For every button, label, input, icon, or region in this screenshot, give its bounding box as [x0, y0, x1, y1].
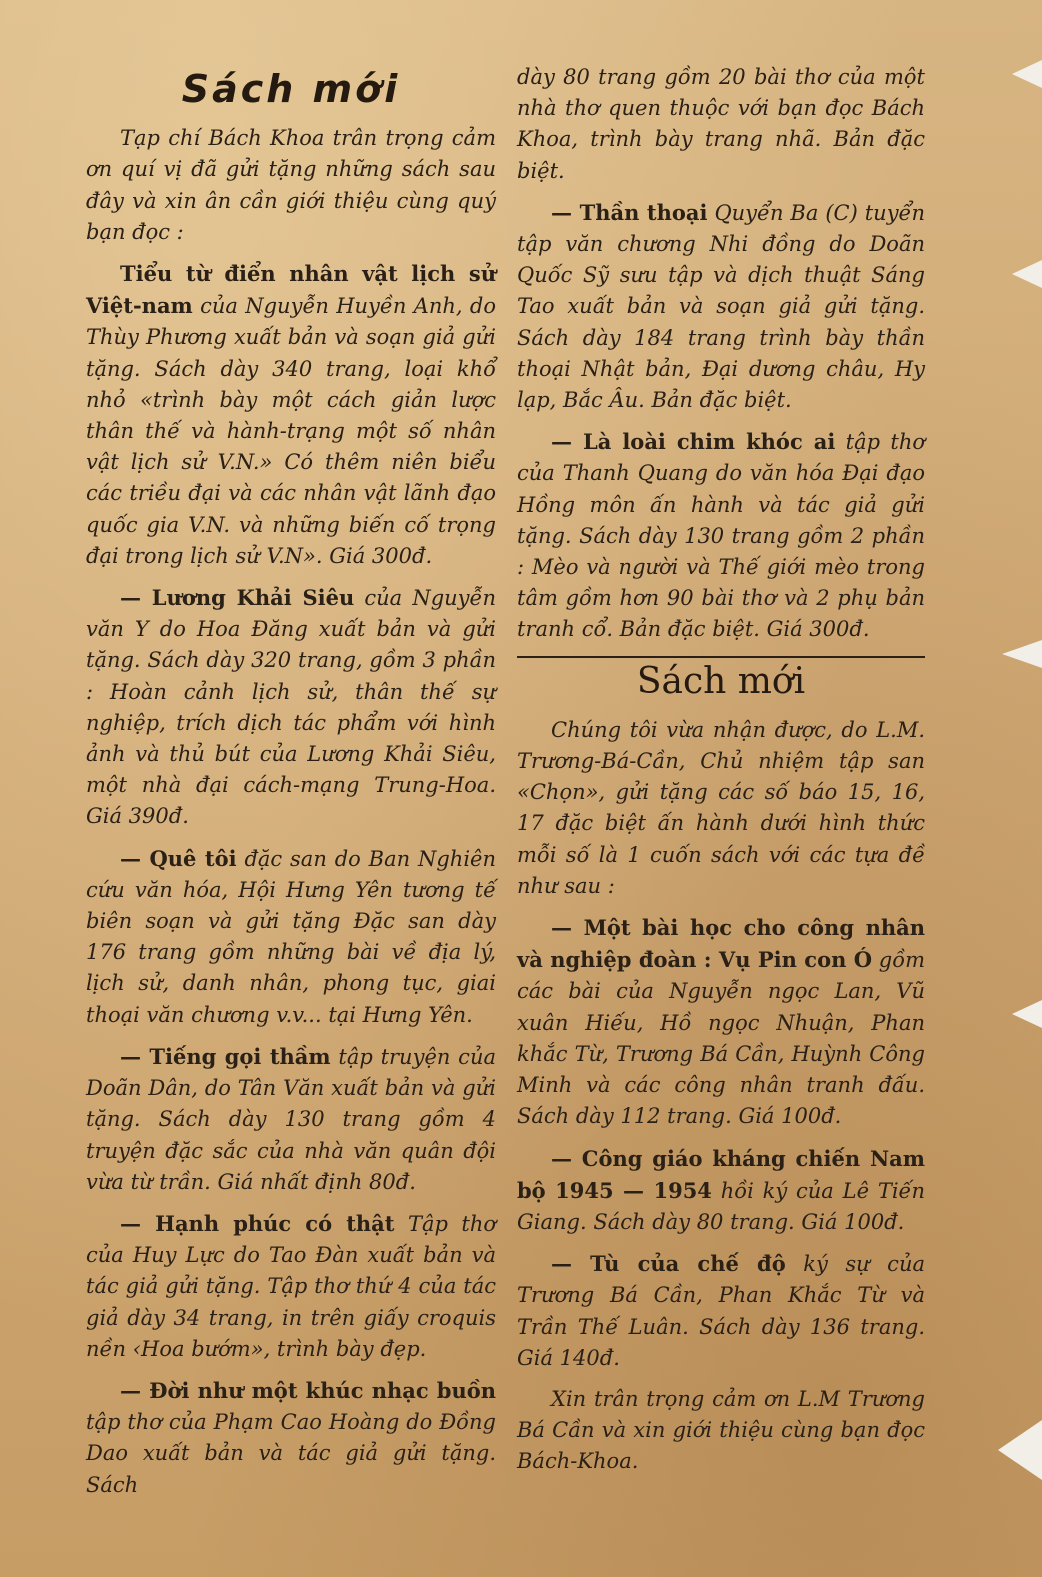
book-entry: [86, 1041, 496, 1198]
book-entry: [517, 426, 925, 645]
section-title: Sách mới: [636, 660, 806, 702]
book-entry: [86, 1208, 496, 1365]
intro-paragraph: Chúng tôi vừa nhận được, do L.M. Trương-Bá-Cần, Chủ nhiệm tập san «Chọn», gửi tặng các số báo 15, 16, 17 đặc biệt ấn hành dưới hình thức mỗi số là 1 cuốn sách với các tựa đề như sau :: [517, 717, 925, 898]
book-description: gồm các bài của Nguyễn ngọc Lan, Vũ xuân Hiếu, Hồ ngọc Nhuận, Phan khắc Từ, Trương Bá Cần, Huỳnh Công Minh và các công nhân tranh đấu. Sách dày 112 trang. Giá 100đ.: [517, 948, 925, 1129]
book-description: của Nguyễn Huyền Anh, do Thùy Phương xuất bản và soạn giả gửi tặng. Sách dày 340 trang, loại khổ nhỏ «trình bày một cách giản lược thân thế và hành-trạng một số nhân vật lịch sử V.N.» Có thêm niên biểu các triều đại và các nhân vật lãnh đạo quốc gia V.N. và những biến cố trọng đại trong lịch sử V.N». Giá 300đ.: [86, 294, 496, 568]
book-description: tập thơ của Thanh Quang do văn hóa Đại đạo Hồng môn ấn hành và tác giả gửi tặng. Sách dày 130 trang gồm 2 phần : Mèo và người và Thế giới mèo trong tâm gồm hơn 90 bài thơ và 2 phụ bản tranh cổ. Bản đặc biệt. Giá 300đ.: [517, 430, 925, 642]
book-title: Tiểu từ điển nhân vật lịch sử Việt-nam: [86, 261, 496, 319]
book-description: đặc san do Ban Nghiên cứu văn hóa, Hội Hưng Yên tương tế biên soạn và gửi tặng Đặc san dày 176 trang gồm những bài về địa lý, lịch sử, danh nhân, phong tục, giai thoại văn chương v.v... tại Hưng Yên.: [86, 846, 496, 1027]
torn-edge: [1002, 640, 1042, 668]
book-description: Tập thơ của Huy Lực do Tao Đàn xuất bản và tác giả gửi tặng. Tập thơ thứ 4 của tác giả dày 34 trang, in trên giấy croquis nền ‹Hoa bướm», trình bày đẹp.: [86, 1211, 496, 1361]
book-description: tập truyện của Doãn Dân, do Tân Văn xuất bản và gửi tặng. Sách dày 130 trang gồm 4 truyện đặc sắc của nhà văn quân đội vừa từ trần. Giá nhất định 80đ.: [86, 1044, 496, 1194]
book-title: — Đời như một khúc nhạc buồn: [120, 1377, 496, 1403]
book-entry: [86, 1375, 496, 1501]
book-description: ký sự của Trương Bá Cần, Phan Khắc Từ và Trần Thế Luân. Sách dày 136 trang. Giá 140đ.: [517, 1252, 925, 1370]
book-entry: [517, 1143, 925, 1239]
book-description: Quyển Ba (C) tuyển tập văn chương Nhi đồng do Doãn Quốc Sỹ sưu tập và dịch thuật Sáng Tao xuất bản và soạn giả gửi tặng. Sách dày 184 trang trình bày thần thoại Nhật bản, Đại dương châu, Hy lạp, Bắc Âu. Bản đặc biệt.: [517, 200, 926, 413]
torn-edge: [1012, 60, 1042, 88]
continued-paragraph: dày 80 trang gồm 20 bài thơ của một nhà thơ quen thuộc với bạn đọc Bách Khoa, trình bày trang nhã. Bản đặc biệt.: [517, 65, 925, 183]
book-title: — Công giáo kháng chiến Nam bộ 1945 — 1954: [517, 1145, 925, 1203]
left-column: [86, 60, 496, 1511]
book-entry: [517, 1248, 925, 1374]
book-description: của Nguyễn văn Y do Hoa Đăng xuất bản và gửi tặng. Sách dày 320 trang, gồm 3 phần : Hoàn cảnh lịch sử, thân thế sự nghiệp, trích dịch tác phẩm với hình ảnh và thủ bút của Lương Khải Siêu, một nhà đại cách-mạng Trung-Hoa. Giá 390đ.: [86, 586, 496, 829]
book-title: — Tiếng gọi thầm: [120, 1043, 331, 1069]
book-title: — Quê tôi: [120, 845, 237, 871]
torn-edge: [1012, 260, 1042, 288]
book-title: — Lương Khải Siêu: [120, 585, 355, 611]
section-title: Sách mới: [181, 67, 401, 111]
book-title: — Thần thoại: [551, 199, 708, 225]
section-divider: [517, 656, 925, 658]
book-description: hồi ký của Lê Tiến Giang. Sách dày 80 trang. Giá 100đ.: [517, 1178, 925, 1234]
intro-paragraph: Tạp chí Bách Khoa trân trọng cảm ơn quí vị đã gửi tặng những sách sau đây và xin ân cần giới thiệu cùng quý bạn đọc :: [86, 126, 496, 244]
right-column: [517, 62, 925, 1488]
closing-paragraph: Xin trân trọng cảm ơn L.M Trương Bá Cần và xin giới thiệu cùng bạn đọc Bách-Khoa.: [517, 1386, 925, 1474]
book-entry: [517, 912, 925, 1132]
torn-edge: [1012, 1000, 1042, 1028]
book-description: tập thơ của Phạm Cao Hoàng do Đồng Dao xuất bản và tác giả gửi tặng. Sách: [86, 1410, 496, 1497]
book-title: — Là loài chim khóc ai: [551, 429, 836, 455]
torn-edge: [998, 1420, 1042, 1480]
book-entry: [86, 843, 496, 1031]
book-title: — Một bài học cho công nhân và nghiệp đoàn : Vụ Pin con Ó: [517, 915, 925, 973]
book-entry: [86, 582, 496, 833]
book-title: — Hạnh phúc có thật: [120, 1210, 395, 1236]
book-title: — Tù của chế độ: [551, 1251, 786, 1277]
book-entry: [86, 258, 496, 572]
book-entry: [517, 197, 925, 416]
